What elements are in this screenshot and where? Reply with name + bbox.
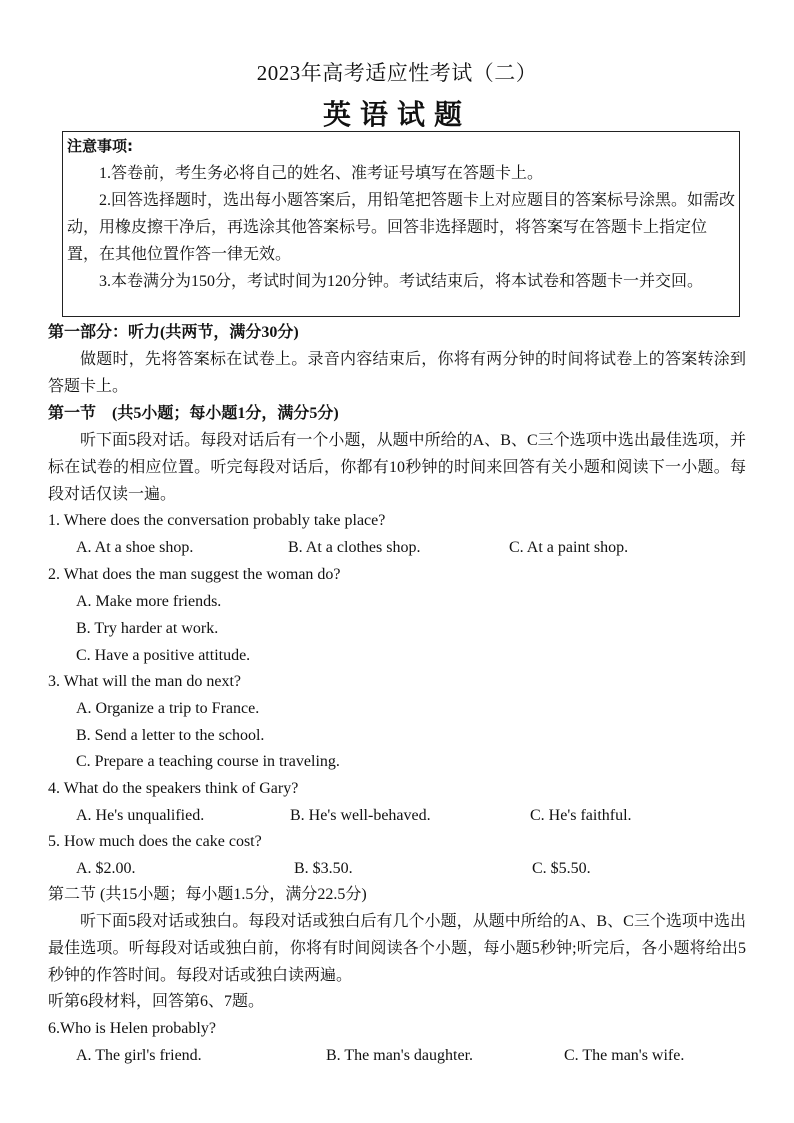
option-c: C. $5.50. [532, 860, 591, 877]
option-c: C. The man's wife. [564, 1047, 685, 1064]
exam-title: 2023年高考适应性考试（二） [256, 61, 538, 85]
option-b: B. He's well-behaved. [290, 807, 431, 824]
option-a: A. Organize a trip to France. [76, 700, 260, 717]
option-c: C. Prepare a teaching course in traveling. [76, 753, 340, 770]
question-6: 6.Who is Helen probably? [48, 1020, 216, 1037]
question-2: 2. What does the man suggest the woman do? [48, 566, 341, 583]
notice-heading: 注意事项: [67, 137, 133, 155]
notice-item-2: 2.回答选择题时，选出每小题答案后，用铅笔把答题卡上对应题目的答案标号涂黑。如需改动，用橡皮擦干净后，再选涂其他答案标号。回答非选择题时，将答案写在答题卡上指定位置，在其他位置作答一律无效。 [67, 192, 736, 263]
notice-item-1: 1.答卷前，考生务必将自己的姓名、准考证号填写在答题卡上。 [99, 165, 544, 182]
option-c: C. He's faithful. [530, 807, 632, 824]
section2-instructions: 听下面5段对话或独白。每段对话或独白后有几个小题，从题中所给的A、B、C三个选项中选出最佳选项。听每段对话或独白前，你将有时间阅读各个小题，每小题5秒钟;听完后，各小题将给出5秒钟的作答时间。每段对话或独白读两遍。 [48, 913, 746, 984]
section2-heading: 第二节 (共15小题；每小题1.5分，满分22.5分) [48, 886, 367, 903]
option-c: C. Have a positive attitude. [76, 647, 251, 664]
subject-title: 英语试题 [322, 100, 471, 131]
option-b: B. At a clothes shop. [288, 539, 421, 556]
option-b: B. Send a letter to the school. [76, 727, 265, 744]
notice-box [62, 131, 740, 317]
section1-heading: 第一节 (共5小题；每小题1分，满分5分) [48, 405, 339, 422]
question-1: 1. Where does the conversation probably take place? [48, 512, 386, 529]
question-4: 4. What do the speakers think of Gary? [48, 780, 299, 797]
option-b: B. Try harder at work. [76, 620, 219, 637]
question-5: 5. How much does the cake cost? [48, 833, 262, 850]
section1-instructions: 听下面5段对话。每段对话后有一个小题，从题中所给的A、B、C三个选项中选出最佳选项，并标在试卷的相应位置。听完每段对话后，你都有10秒钟的时间来回答有关小题和阅读下一小题。每段对话仅读一遍。 [48, 432, 746, 503]
option-a: A. Make more friends. [76, 593, 222, 610]
option-a: A. $2.00. [76, 860, 136, 877]
option-c: C. At a paint shop. [509, 539, 629, 556]
material-note: 听第6段材料，回答第6、7题。 [48, 993, 265, 1010]
option-a: A. He's unqualified. [76, 807, 205, 824]
option-a: A. At a shoe shop. [76, 539, 194, 556]
part1-instructions: 做题时，先将答案标在试卷上。录音内容结束后，你将有两分钟的时间将试卷上的答案转涂到答题卡上。 [48, 351, 746, 395]
option-a: A. The girl's friend. [76, 1047, 202, 1064]
notice-item-3: 3.本卷满分为150分，考试时间为120分钟。考试结束后，将本试卷和答题卡一并交回。 [99, 273, 704, 290]
part1-heading: 第一部分：听力(共两节，满分30分) [48, 324, 299, 341]
option-b: B. $3.50. [294, 860, 353, 877]
question-3: 3. What will the man do next? [48, 673, 241, 690]
option-b: B. The man's daughter. [326, 1047, 474, 1064]
